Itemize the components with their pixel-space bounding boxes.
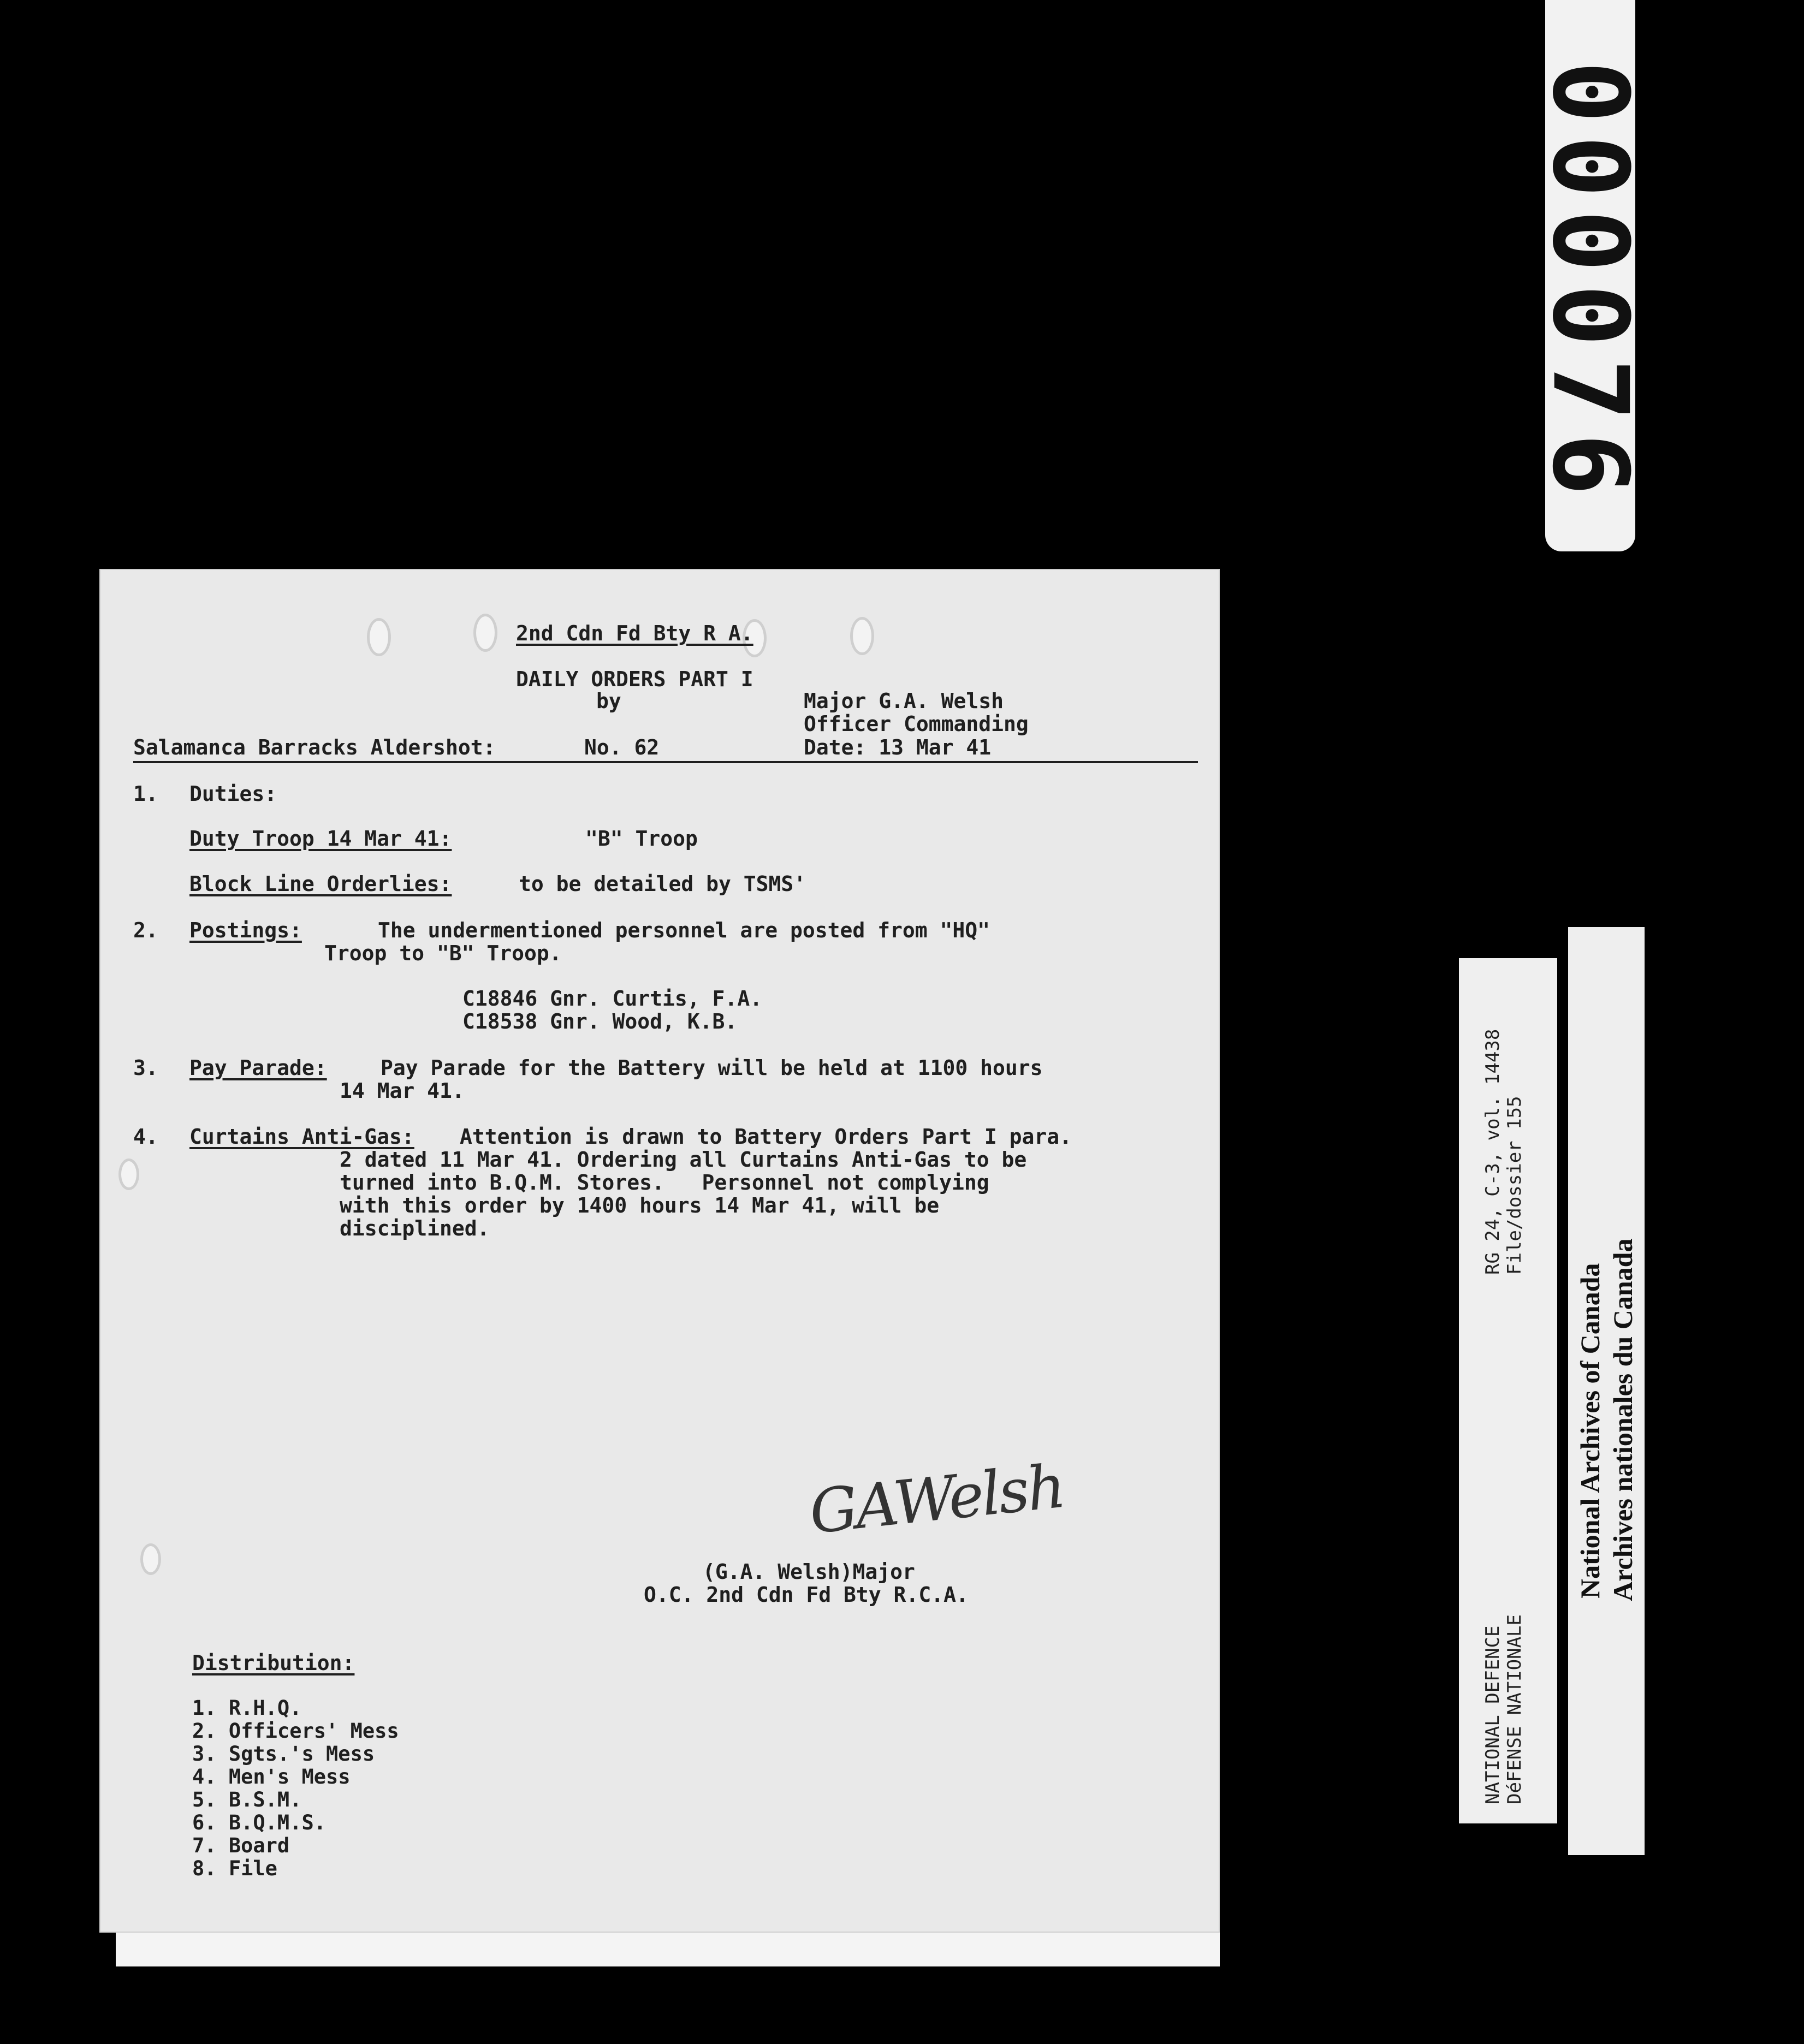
item-number: 2. bbox=[133, 918, 158, 942]
curtains-text: turned into B.Q.M. Stores. Personnel not complying bbox=[340, 1170, 989, 1195]
distribution-item: 7. Board bbox=[192, 1834, 290, 1857]
item-number: 3. bbox=[133, 1056, 158, 1080]
frame-number: 000076 bbox=[1530, 60, 1651, 508]
distribution-heading: Distribution: bbox=[192, 1651, 355, 1675]
curtains-heading: Curtains Anti-Gas: bbox=[189, 1125, 414, 1149]
frame-number-strip bbox=[1530, 0, 1651, 551]
officer-name: Major G.A. Welsh bbox=[804, 689, 1004, 713]
defence-text-fr: DéFENSE NATIONALE bbox=[1504, 1614, 1526, 1804]
defence-text-en: NATIONAL DEFENCE bbox=[1482, 1625, 1504, 1804]
header-unit: 2nd Cdn Fd Bty R A. bbox=[516, 621, 753, 645]
punch-hole bbox=[473, 614, 497, 652]
by-text: by bbox=[596, 689, 621, 713]
reference-volume: RG 24, C-3, vol. 14438 bbox=[1482, 1029, 1504, 1275]
distribution-item: 4. Men's Mess bbox=[192, 1765, 351, 1788]
punch-hole bbox=[140, 1543, 161, 1575]
punch-hole bbox=[850, 617, 874, 655]
location: Salamanca Barracks Aldershot: bbox=[133, 735, 496, 759]
order-date: Date: 13 Mar 41 bbox=[804, 735, 992, 759]
duty-troop-label: Duty Troop 14 Mar 41: bbox=[189, 827, 452, 851]
duties-heading: Duties: bbox=[189, 782, 277, 806]
reference-file: File/dossier 155 bbox=[1504, 1096, 1526, 1275]
defence-label bbox=[1459, 958, 1557, 1823]
curtains-text: disciplined. bbox=[340, 1216, 490, 1240]
officer-role: Officer Commanding bbox=[804, 712, 1029, 736]
curtains-text: 2 dated 11 Mar 41. Ordering all Curtains Anti-Gas to be bbox=[340, 1148, 1027, 1172]
punch-hole bbox=[118, 1158, 139, 1190]
postings-heading: Postings: bbox=[189, 918, 302, 942]
postings-text: Troop to "B" Troop. bbox=[324, 941, 562, 965]
pay-parade-heading: Pay Parade: bbox=[189, 1056, 327, 1080]
distribution-item: 1. R.H.Q. bbox=[192, 1696, 302, 1720]
posting-person: C18538 Gnr. Wood, K.B. bbox=[462, 1009, 738, 1033]
sheet-under-edge bbox=[116, 1933, 1220, 1966]
pay-parade-text: Pay Parade for the Battery will be held at 1100 hours bbox=[381, 1056, 1043, 1080]
curtains-text: Attention is drawn to Battery Orders Part I para. bbox=[460, 1125, 1072, 1149]
item-number: 1. bbox=[133, 782, 158, 806]
archives-name-en: National Archives of Canada bbox=[1575, 1263, 1605, 1599]
frame-number-container bbox=[1530, 22, 1651, 546]
pay-parade-text: 14 Mar 41. bbox=[340, 1079, 465, 1103]
document-title: DAILY ORDERS PART I bbox=[516, 667, 753, 691]
distribution-item: 3. Sgts.'s Mess bbox=[192, 1742, 375, 1766]
distribution-item: 6. B.Q.M.S. bbox=[192, 1811, 327, 1834]
archives-name-fr: Archives nationales du Canada bbox=[1607, 1238, 1638, 1601]
block-line-label: Block Line Orderlies: bbox=[189, 872, 452, 896]
signature: GAWelsh bbox=[806, 1451, 1067, 1548]
order-number: No. 62 bbox=[584, 735, 660, 759]
signature-title: O.C. 2nd Cdn Fd Bty R.C.A. bbox=[644, 1583, 969, 1607]
posting-person: C18846 Gnr. Curtis, F.A. bbox=[462, 987, 763, 1011]
signature-name: (G.A. Welsh)Major bbox=[703, 1560, 915, 1584]
block-line-value: to be detailed by TSMS' bbox=[519, 872, 806, 896]
distribution-item: 5. B.S.M. bbox=[192, 1788, 302, 1811]
curtains-text: with this order by 1400 hours 14 Mar 41, will be bbox=[340, 1193, 940, 1217]
postings-text: The undermentioned personnel are posted from "HQ" bbox=[378, 918, 990, 942]
punch-hole bbox=[367, 618, 391, 656]
duty-troop-value: "B" Troop bbox=[585, 827, 698, 851]
document-sheet bbox=[99, 569, 1220, 1933]
distribution-item: 2. Officers' Mess bbox=[192, 1719, 399, 1743]
header-rule bbox=[133, 761, 1198, 763]
national-archives-label bbox=[1568, 927, 1645, 1855]
item-number: 4. bbox=[133, 1125, 158, 1149]
distribution-item: 8. File bbox=[192, 1857, 277, 1880]
